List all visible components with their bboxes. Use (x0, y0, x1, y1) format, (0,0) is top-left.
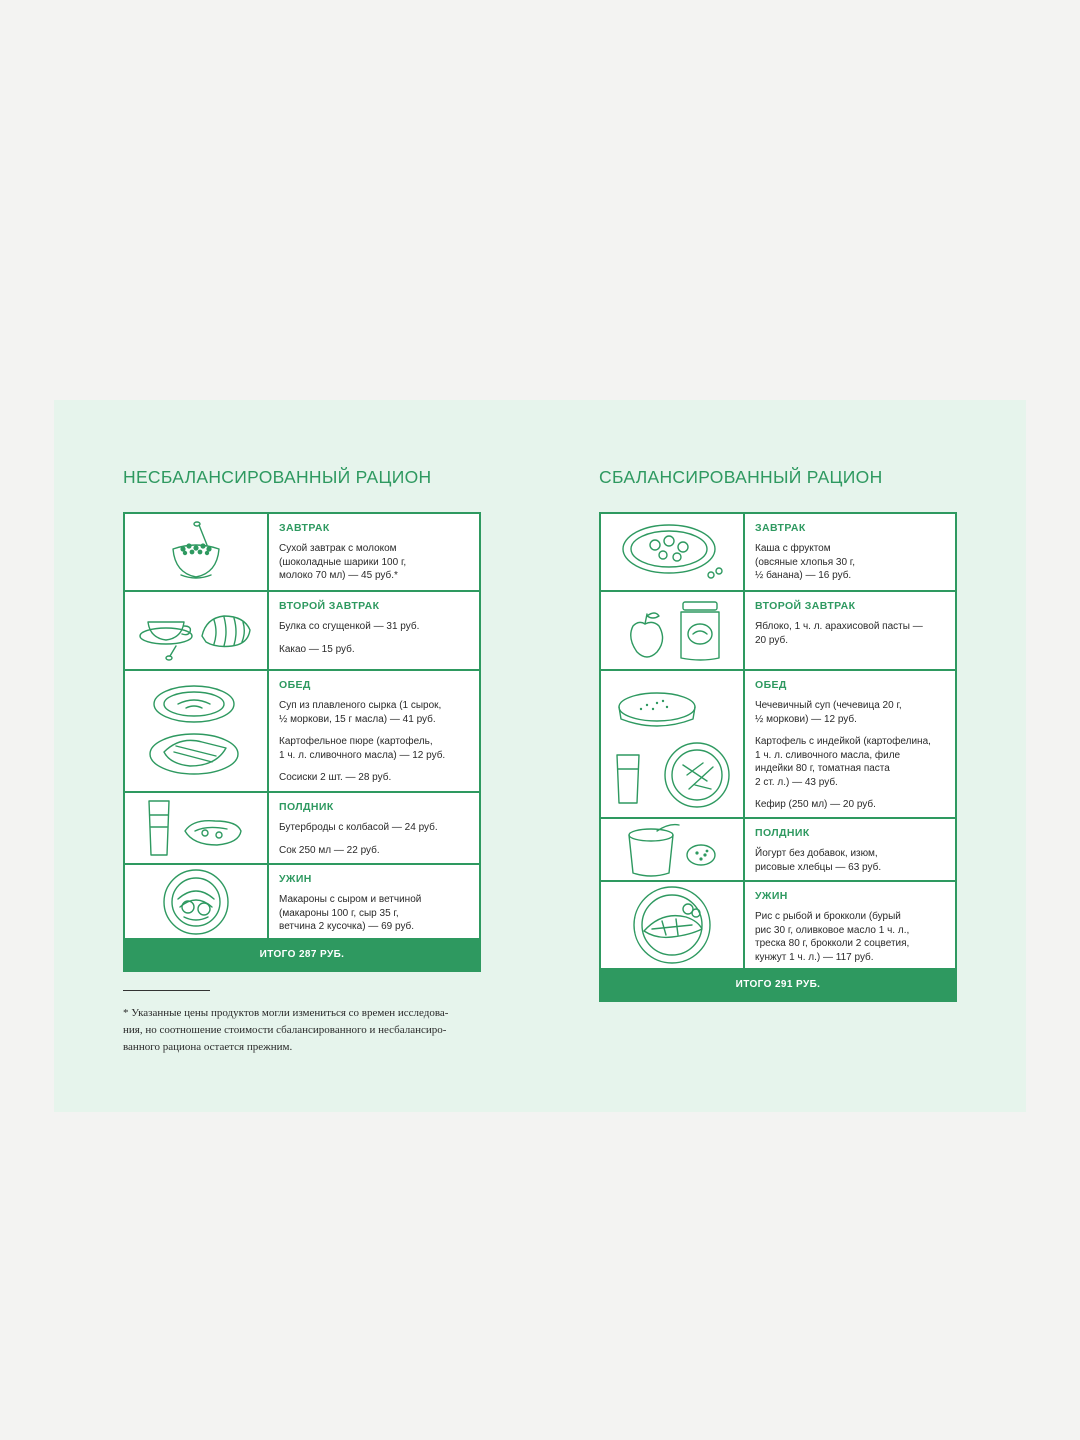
meal-row-breakfast (125, 514, 479, 592)
meal-name: ЗАВТРАК (755, 522, 806, 534)
unbalanced-diet-page (123, 460, 481, 1056)
meal-name: УЖИН (755, 890, 788, 902)
meal-item: Сухой завтрак с молоком (шоколадные шарики 100 г, молоко 70 мл) — 45 руб.* (279, 543, 407, 581)
meal-item: Макароны с сыром и ветчиной (макароны 100 г, сыр 35 г, ветчина 2 кусочка) — 69 руб. (279, 894, 422, 932)
meal-row-second-breakfast (601, 592, 955, 671)
meal-table (599, 512, 957, 1002)
meal-name: ВТОРОЙ ЗАВТРАК (279, 600, 380, 612)
meal-item: Бутерброды с колбасой — 24 руб. (279, 822, 438, 833)
balanced-diet-page (599, 460, 957, 1002)
meal-name: ПОЛДНИК (755, 827, 810, 839)
meal-item: Йогурт без добавок, изюм, рисовые хлебцы — 63 руб. (755, 848, 882, 873)
meal-item: Какао — 15 руб. (279, 643, 355, 655)
meal-row-second-breakfast (125, 592, 479, 671)
meal-item: Чечевичный суп (чечевица 20 г, ½ моркови) — 12 руб. (755, 700, 902, 725)
page-title: НЕСБАЛАНСИРОВАННЫЙ РАЦИОН (123, 467, 432, 487)
meal-item: Яблоко, 1 ч. л. арахисовой пасты — 20 руб. (755, 621, 923, 646)
apple-and-jar-icon (601, 592, 745, 669)
meal-item: Сок 250 мл — 22 руб. (279, 844, 380, 856)
lentil-soup-kefir-and-plate-icon (601, 671, 745, 817)
page-title: СБАЛАНСИРОВАННЫЙ РАЦИОН (599, 467, 883, 487)
meal-item: Булка со сгущенкой — 31 руб. (279, 621, 420, 632)
total-bar: ИТОГО 287 РУБ. (125, 940, 479, 970)
meal-name: ОБЕД (279, 679, 311, 691)
meal-item: Суп из плавленого сырка (1 сырок, ½ моркови, 15 г масла) — 41 руб. (279, 700, 442, 725)
yogurt-and-rice-cake-icon (601, 819, 745, 880)
cup-and-croissant-icon (125, 592, 269, 669)
fish-and-broccoli-plate-icon (601, 882, 745, 968)
soup-and-puree-plates-icon (125, 671, 269, 791)
meal-name: ОБЕД (755, 679, 787, 691)
total-bar: ИТОГО 291 РУБ. (601, 970, 955, 1000)
meal-row-dinner (601, 882, 955, 970)
cereal-bowl-icon (125, 514, 269, 590)
meal-item: Картофельное пюре (картофель, 1 ч. л. сливочного масла) — 12 руб. (279, 736, 446, 761)
meal-row-snack (601, 819, 955, 882)
pasta-plate-icon (125, 865, 269, 938)
meal-row-lunch (125, 671, 479, 793)
meal-name: ЗАВТРАК (279, 522, 330, 534)
meal-row-dinner (125, 865, 479, 940)
footnote-divider (123, 990, 210, 991)
meal-row-breakfast (601, 514, 955, 592)
meal-name: ПОЛДНИК (279, 801, 334, 813)
footnote: * Указанные цены продуктов могли измениться со времен исследова- ния, но соотношение стоимости сбалансированного и несбалансиро- ванного рациона остается прежним. (123, 1007, 449, 1053)
meal-item: Картофель с индейкой (картофелина, 1 ч. л. сливочного масла, филе индейки 80 г, томатная паста 2 ст. л.) — 43 руб. (755, 736, 931, 788)
meal-row-snack (125, 793, 479, 865)
meal-row-lunch (601, 671, 955, 819)
meal-table (123, 512, 481, 972)
meal-name: УЖИН (279, 873, 312, 885)
meal-item: Рис с рыбой и брокколи (бурый рис 30 г, оливковое масло 1 ч. л., треска 80 г, брокколи 2 соцветия, кунжут 1 ч. л.) — 117 руб. (755, 911, 910, 963)
juice-and-sandwich-icon (125, 793, 269, 863)
meal-name: ВТОРОЙ ЗАВТРАК (755, 600, 856, 612)
meal-item: Сосиски 2 шт. — 28 руб. (279, 772, 392, 783)
porridge-bowl-icon (601, 514, 745, 590)
meal-item: Кефир (250 мл) — 20 руб. (755, 799, 876, 810)
meal-item: Каша с фруктом (овсяные хлопья 30 г, ½ банана) — 16 руб. (755, 543, 855, 581)
